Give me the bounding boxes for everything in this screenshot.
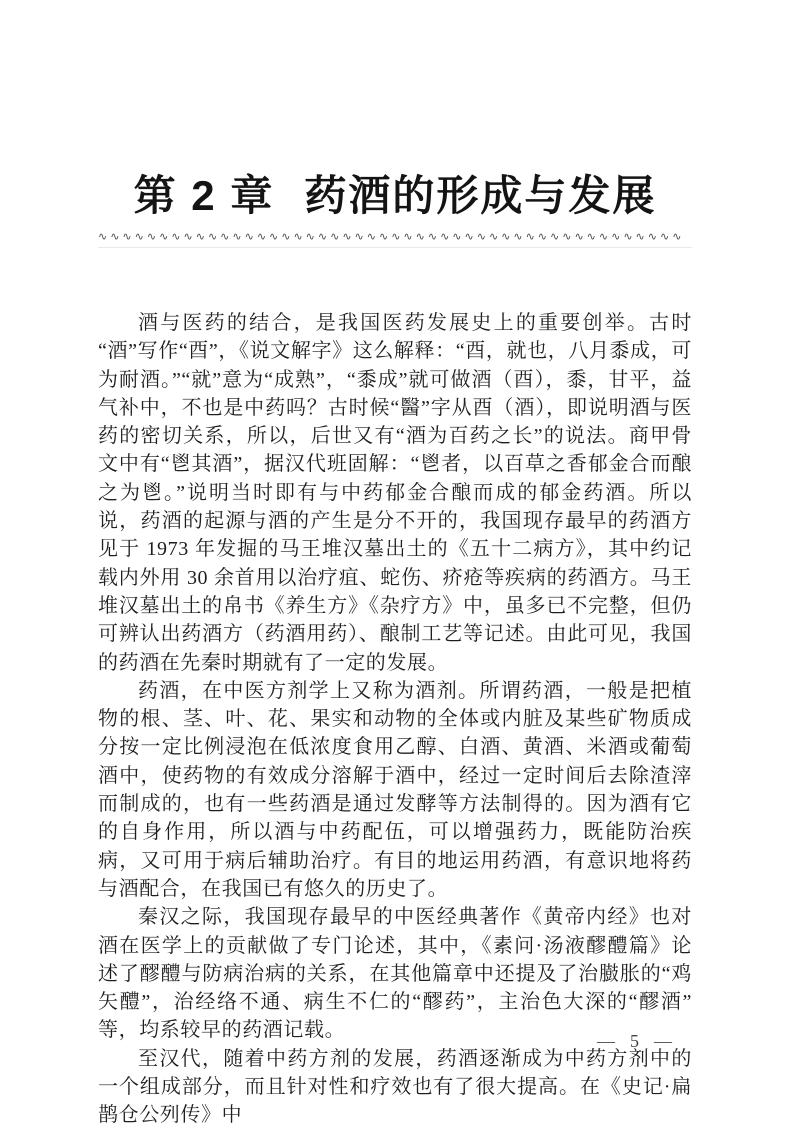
ornamental-divider: ∿∿∿∿∿∿∿∿∿∿∿∿∿∿∿∿∿∿∿∿∿∿∿∿∿∿∿∿∿∿∿∿∿∿∿∿∿∿∿∿∿∿∿∿∿∿∿∿: [98, 231, 692, 248]
chapter-heading: [98, 170, 692, 222]
paragraph-2: 药酒，在中医方剂学上又称为酒剂。所谓药酒，一般是把植物的根、茎、叶、花、果实和动物的全体或内脏及某些矿物质成分按一定比例浸泡在低浓度食用乙醇、白酒、黄酒、米酒或葡萄酒中，使药物的有效成分溶解于酒中，经过一定时间后去除渣滓而制成的，也有一些药酒是通过发酵等方法制得的。因为酒有它的自身作用，所以酒与中药配伍，可以增强药力，既能防治疾病，又可用于病后辅助治疗。有目的地运用药酒，有意识地将药与酒配合，在我国已有悠久的历史了。: [98, 679, 692, 900]
page-number: — 5 —: [597, 1031, 674, 1051]
chapter-number-label: 第 2 章: [133, 172, 275, 219]
paragraph-3: 秦汉之际，我国现存最早的中医经典著作《黄帝内经》也对酒在医学上的贡献做了专门论述，其中，《素问·汤液醪醴篇》论述了醪醴与防病治病的关系，在其他篇章中还提及了治臌胀的“鸡矢醴”，治经络不通、病生不仁的“醪药”，主治色大深的“醪酒”等，均系较早的药酒记载。: [98, 906, 692, 1042]
chapter-body: [98, 309, 692, 1130]
paragraph-4: 至汉代，随着中药方剂的发展，药酒逐渐成为中药方剂中的一个组成部分，而且针对性和疗效也有了很大提高。在《史记·扁鹊仓公列传》中: [98, 1047, 692, 1127]
paragraph-1: 酒与医药的结合，是我国医药发展史上的重要创举。古时“酒”写作“酉”，《说文解字》这么解释：“酉，就也，八月黍成，可为耐酒。”“就”意为“成熟”，“黍成”就可做酒（酉），黍，甘平，益气补中，不也是中药吗？古时候“醫”字从酉（酒），即说明酒与医药的密切关系，所以，后世又有“酒为百药之长”的说法。商甲骨文中有“鬯其酒”，据汉代班固解：“鬯者，以百草之香郁金合而酿之为鬯。”说明当时即有与中药郁金合酿而成的郁金药酒。所以说，药酒的起源与酒的产生是分不开的，我国现存最早的药酒方见于 1973 年发掘的马王堆汉墓出土的《五十二病方》，其中约记载内外用 30 余首用以治疗疽、蛇伤、疥疮等疾病的药酒方。马王堆汉墓出土的帛书《养生方》《杂疗方》中，虽多已不完整，但仍可辨认出药酒方（药酒用药）、酿制工艺等记述。由此可见，我国的药酒在先秦时期就有了一定的发展。: [98, 312, 692, 674]
chapter-name: 药酒的形成与发展: [304, 172, 657, 219]
chapter-title: [98, 170, 692, 222]
